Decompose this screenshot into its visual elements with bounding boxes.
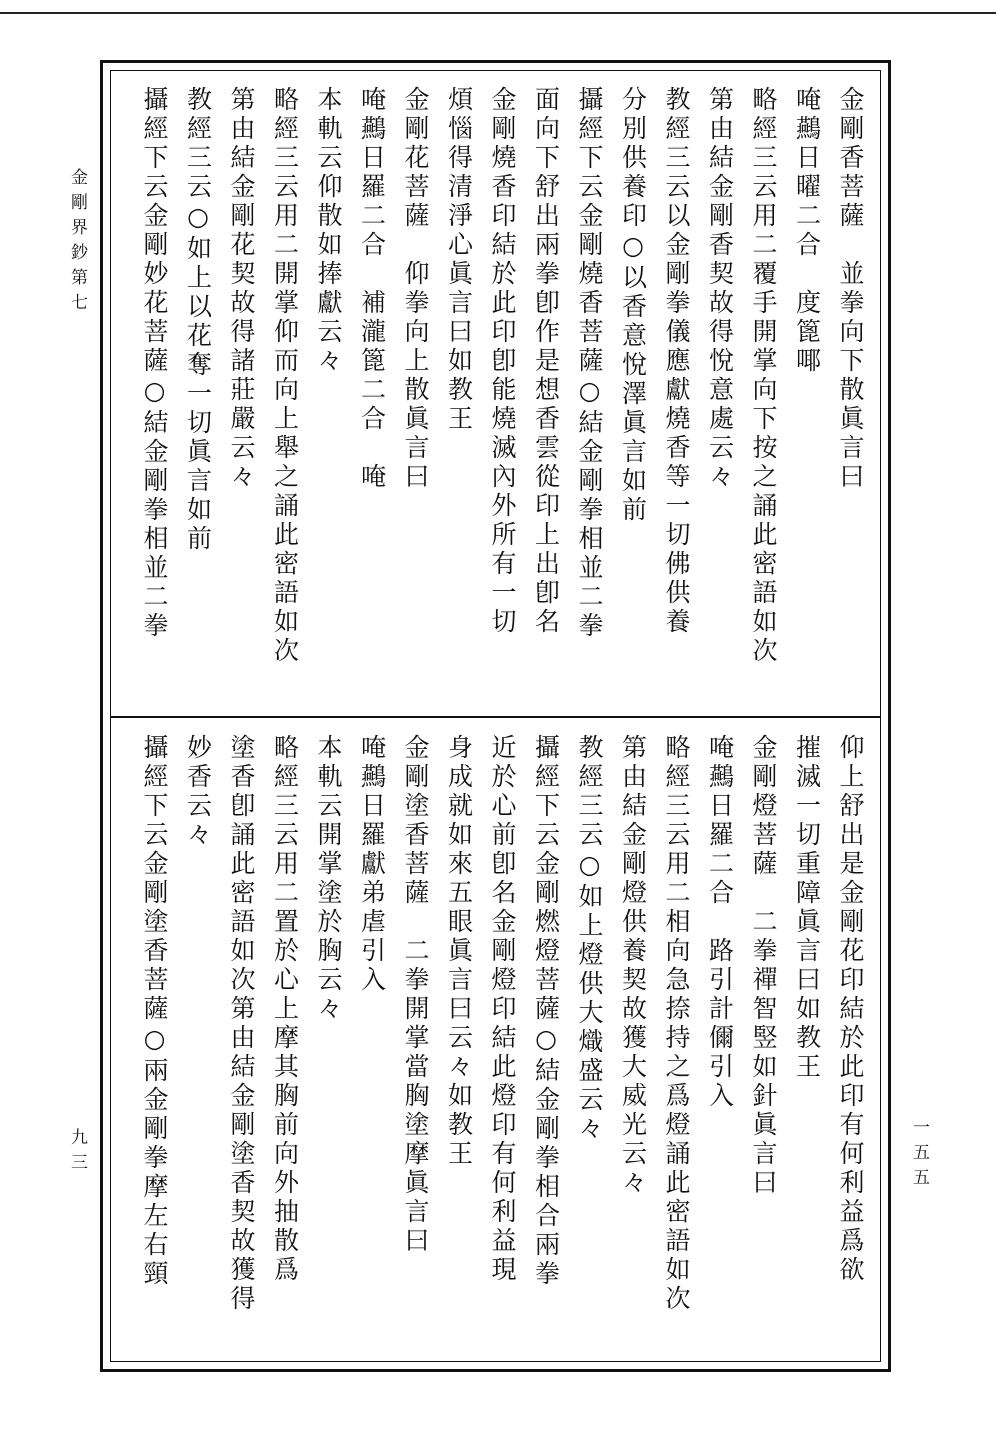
running-title: 金剛界鈔第七 <box>67 168 87 318</box>
text-column: 第由結金剛花契故得諸莊嚴云々 <box>227 86 256 492</box>
text-column: 近於心前卽名金剛燈印結此燈印有何利益現 <box>488 734 517 1285</box>
text-column: 金剛燒香印結於此印卽能燒滅內外所有一切 <box>488 86 517 637</box>
text-column: 唵䴏日羅二合 補瀧篦二合 唵 <box>357 86 387 492</box>
text-column: 唵䴏日羅二合 路引計儞引入 <box>705 734 735 1111</box>
text-column: 教經三云○如上燈供大熾盛云々 <box>575 734 604 1144</box>
text-column: 教經三云○如上以花奪一切眞言如前 <box>183 86 213 554</box>
folio-left: 九三 <box>67 1128 87 1178</box>
text-column: 攝經下云金剛燒香菩薩○結金剛拳相並二拳 <box>575 86 604 641</box>
text-column: 唵䴏日羅獻弟虐引入 <box>357 734 387 995</box>
text-column: 塗香卽誦此密語如次第由結金剛塗香契故獲得 <box>227 734 256 1314</box>
text-column: 金剛香菩薩 並拳向下散眞言曰 <box>836 86 865 492</box>
text-column: 金剛塗香菩薩 二拳開掌當胸塗摩眞言曰 <box>401 734 430 1256</box>
text-column: 摧滅一切重障眞言曰如教王 <box>792 734 822 1082</box>
text-column: 略經三云用二覆手開掌向下按之誦此密語如次 <box>749 86 778 666</box>
text-column: 金剛花菩薩 仰拳向上散眞言曰 <box>401 86 430 492</box>
folio-right: 一五五 <box>909 1118 929 1193</box>
text-column: 仰上舒出是金剛花印結於此印有何利益爲欲 <box>836 734 865 1285</box>
text-column: 略經三云用二開掌仰而向上舉之誦此密語如次 <box>270 86 300 666</box>
text-column: 本軌云仰散如捧獻云々 <box>314 86 343 376</box>
text-column: 煩惱得清淨心眞言曰如教王 <box>444 86 474 434</box>
text-column: 身成就如來五眼眞言曰云々如教王 <box>444 734 474 1169</box>
text-column: 分別供養印○以香意悅澤眞言如前 <box>618 86 648 525</box>
text-column: 教經三云以金剛拳儀應獻燒香等一切佛供養 <box>662 86 691 637</box>
text-column: 攝經下云金剛妙花菩薩○結金剛拳相並二拳 <box>140 86 169 641</box>
text-column: 面向下舒出兩拳卽作是想香雲從印上出卽名 <box>531 86 561 637</box>
text-column: 攝經下云金剛塗香菩薩○兩金剛拳摩左右頸 <box>140 734 169 1289</box>
text-column: 金剛燈菩薩 二拳禪智竪如針眞言曰 <box>749 734 778 1198</box>
text-column: 略經三云用二相向急捺持之爲燈誦此密語如次 <box>662 734 691 1314</box>
top-rule <box>0 12 996 14</box>
text-column: 唵䴏日曜二合 度篦㖿 <box>792 86 822 376</box>
register-divider <box>110 716 881 718</box>
text-column: 本軌云開掌塗於胸云々 <box>314 734 343 1024</box>
text-column: 略經三云用二置於心上摩其胸前向外抽散爲 <box>270 734 300 1285</box>
text-column: 第由結金剛燈供養契故獲大威光云々 <box>618 734 648 1198</box>
text-column: 攝經下云金剛燃燈菩薩○結金剛拳相合兩拳 <box>531 734 561 1289</box>
text-column: 妙香云々 <box>183 734 213 850</box>
text-column: 第由結金剛香契故得悅意處云々 <box>705 86 735 492</box>
